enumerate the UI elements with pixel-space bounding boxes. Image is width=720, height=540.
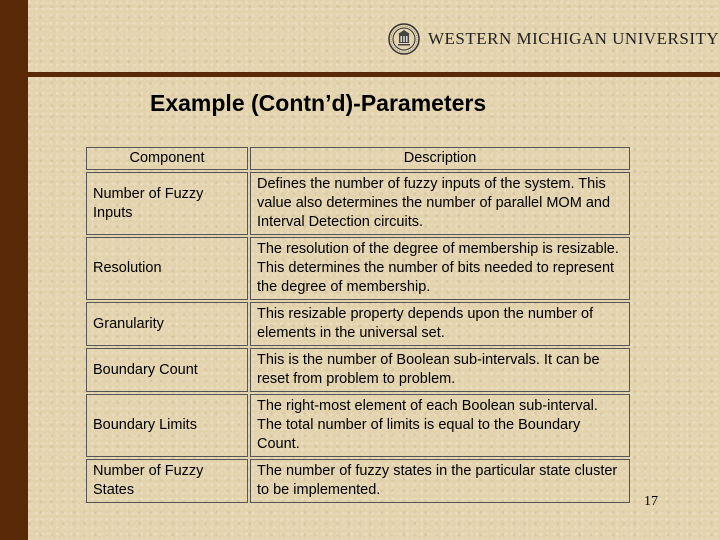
description-cell: The right-most element of each Boolean sub-interval. The total number of limits is equal to the Boundary Count. — [250, 394, 630, 457]
component-cell: Granularity — [86, 302, 248, 346]
component-cell: Number of Fuzzy Inputs — [86, 172, 248, 235]
component-cell: Number of Fuzzy States — [86, 459, 248, 503]
table-row — [86, 459, 630, 503]
page-number: 17 — [644, 494, 658, 509]
column-header-description: Description — [250, 147, 630, 170]
parameters-table — [84, 145, 632, 505]
component-cell: Boundary Count — [86, 348, 248, 392]
table-header-row — [86, 147, 630, 170]
university-name: WESTERN MICHIGAN UNIVERSITY — [428, 29, 720, 48]
table-row — [86, 348, 630, 392]
university-logo — [388, 22, 719, 56]
slide-title: Example (Contn’d)-Parameters — [150, 90, 487, 116]
header-divider — [28, 72, 720, 77]
table-row — [86, 302, 630, 346]
component-cell: Boundary Limits — [86, 394, 248, 457]
description-cell: This resizable property depends upon the number of elements in the universal set. — [250, 302, 630, 346]
column-header-component: Component — [86, 147, 248, 170]
component-cell: Resolution — [86, 237, 248, 300]
description-cell: The number of fuzzy states in the particular state cluster to be implemented. — [250, 459, 630, 503]
table-row — [86, 394, 630, 457]
description-cell: Defines the number of fuzzy inputs of the system. This value also determines the number of parallel MOM and Interval Detection circuits. — [250, 172, 630, 235]
description-cell: This is the number of Boolean sub-intervals. It can be reset from problem to problem. — [250, 348, 630, 392]
left-frame-bar — [0, 0, 28, 540]
table-row — [86, 237, 630, 300]
university-seal-icon — [388, 23, 420, 55]
table-row — [86, 172, 630, 235]
description-cell: The resolution of the degree of membership is resizable. This determines the number of bits needed to represent the degree of membership. — [250, 237, 630, 300]
